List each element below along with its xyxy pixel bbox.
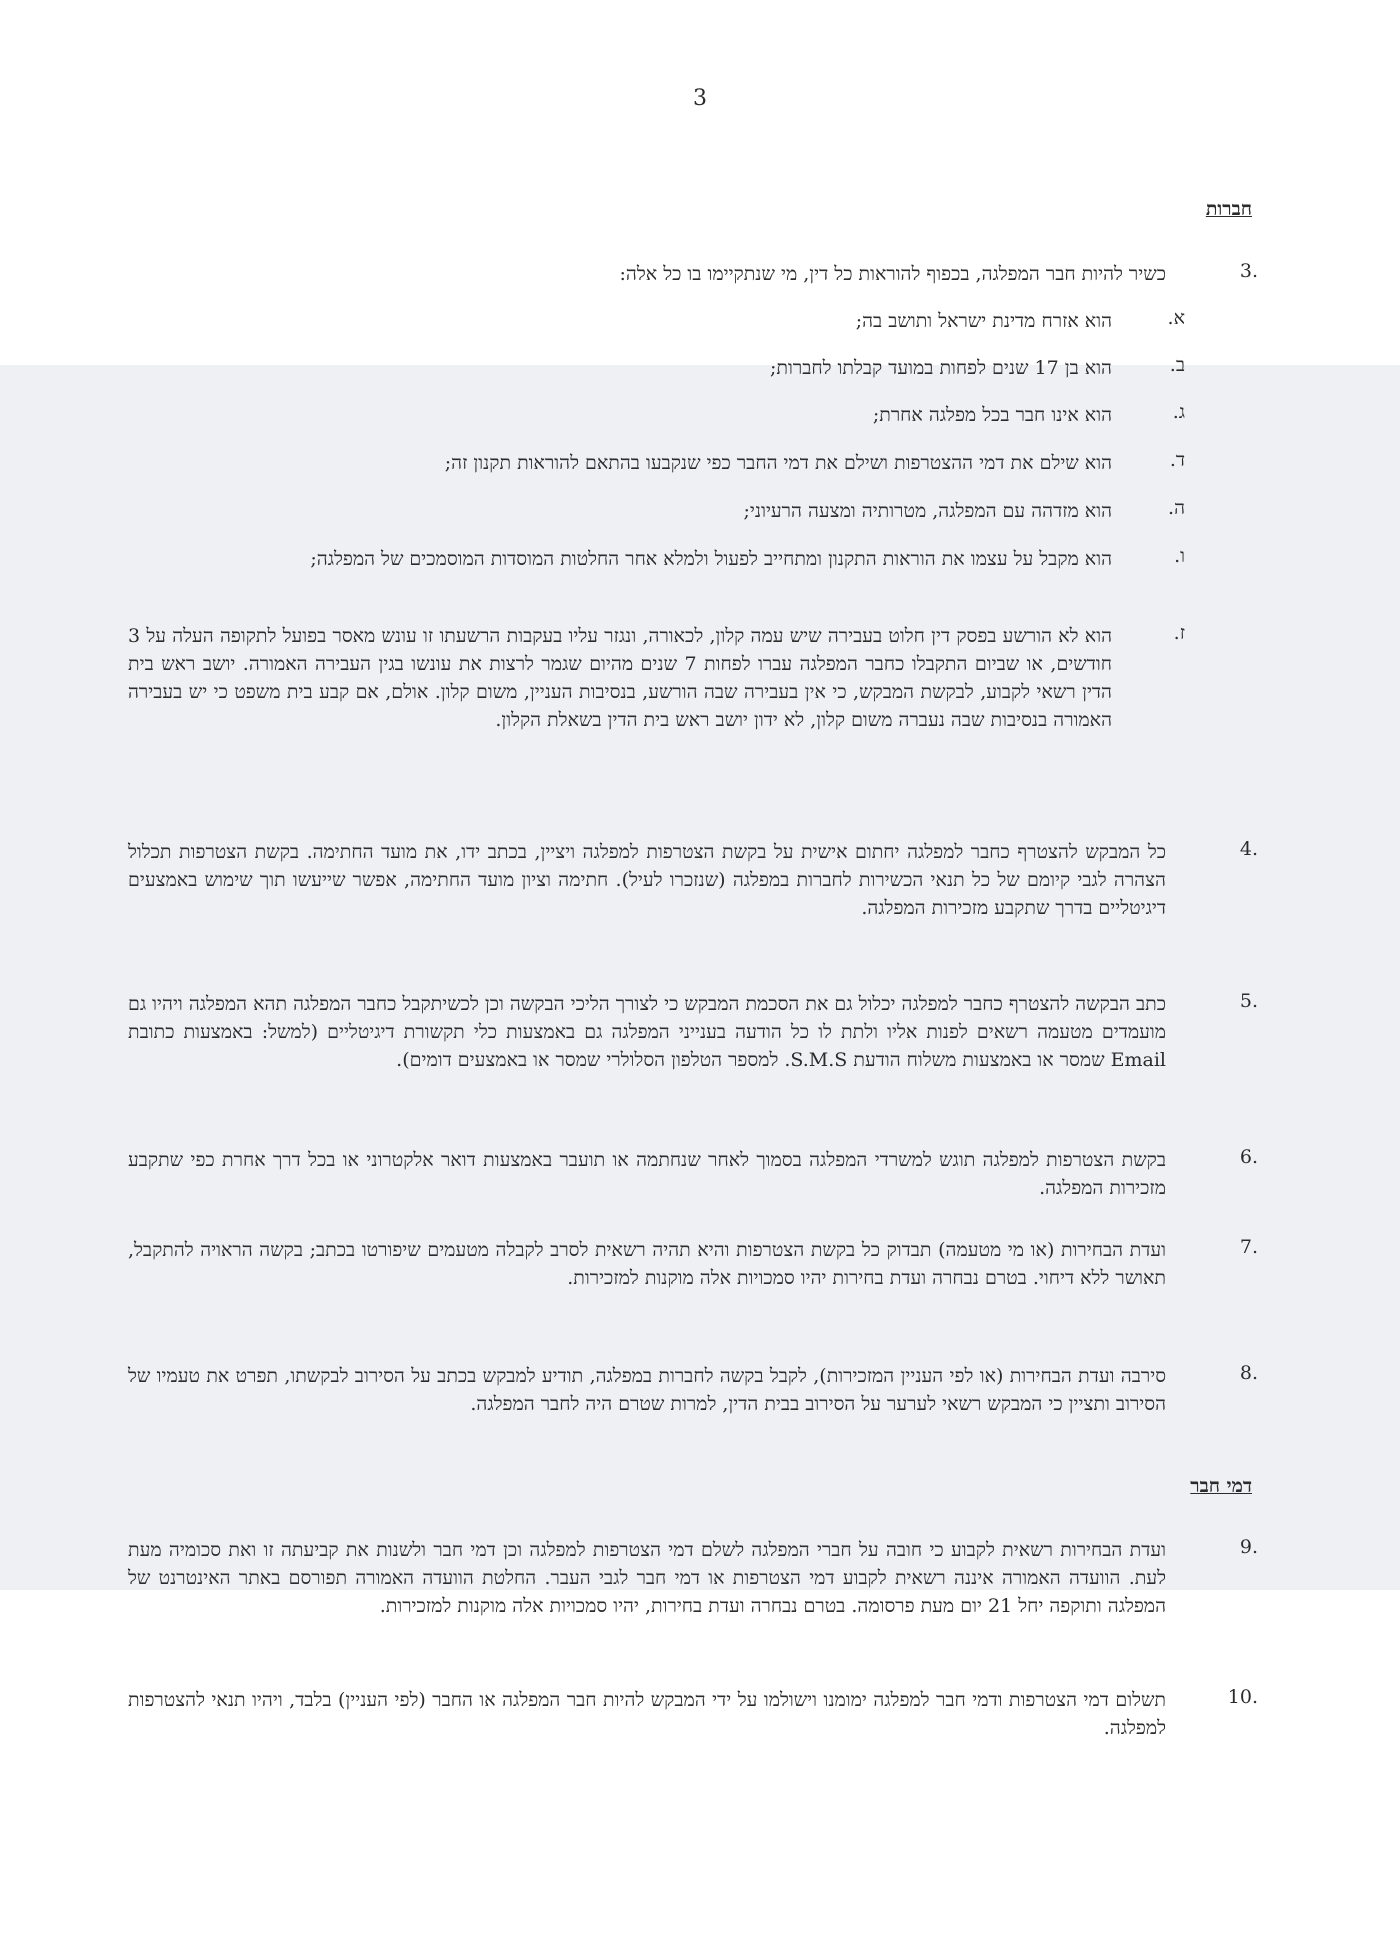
clause-number: .6 bbox=[1239, 1146, 1258, 1168]
item-letter: ו. bbox=[1174, 545, 1185, 567]
item-text: הוא אינו חבר בכל מפלגה אחרת; bbox=[872, 404, 1112, 426]
item-text: הוא מזדהה עם המפלגה, מטרותיה ומצעה הרעיוני; bbox=[743, 500, 1112, 522]
section-heading-membership-fees: דמי חבר bbox=[1190, 1475, 1252, 1497]
clause-number: .8 bbox=[1239, 1362, 1258, 1384]
clause-3-item-f bbox=[128, 545, 1185, 573]
clause-number: .4 bbox=[1239, 838, 1258, 860]
item-text: הוא מקבל על עצמו את הוראות התקנון ומתחייב לפעול ולמלא אחר החלטות המוסדות המוסמכים של המפלגה; bbox=[310, 548, 1112, 570]
item-letter: ז. bbox=[1173, 622, 1185, 644]
item-letter: ג. bbox=[1172, 401, 1185, 423]
clause-3 bbox=[128, 260, 1258, 288]
item-text: הוא בן 17 שנים לפחות במועד קבלתו לחברות; bbox=[770, 357, 1112, 379]
item-letter: ה. bbox=[1168, 497, 1185, 519]
clause-text: ועדת הבחירות רשאית לקבוע כי חובה על חברי המפלגה לשלם דמי הצטרפות למפלגה וכן דמי חבר ולשנות את קביעתה זו ואת סכומיה מעת לעת. הוועדה האמורה איננה רשאית לקבוע דמי הצטרפות או דמי חבר לגבי העבר. החלטת הוועדה האמורה תפורסם באתר האינטרנט של המפלגה ותוקפה יחל 21 יום מעת פרסומה. בטרם נבחרה ועדת בחירות, יהיו סמכויות אלה מוקנות למזכירות. bbox=[128, 1539, 1166, 1617]
clause-3-item-a bbox=[128, 307, 1185, 335]
item-letter: א. bbox=[1167, 307, 1185, 329]
clause-7 bbox=[128, 1236, 1258, 1292]
clause-8 bbox=[128, 1362, 1258, 1418]
item-text: הוא לא הורשע בפסק דין חלוט בעבירה שיש עמה קלון, לכאורה, ונגזר עליו בעקבות הרשעתו זו עונש מאסר בפועל לתקופה העלה על 3 חודשים, או שביום התקבלו כחבר המפלגה עברו לפחות 7 שנים מהיום שגמר לרצות את עונשו בגין העבירה האמורה. יושב ראש בית הדין רשאי לקבוע, לבקשת המבקש, כי אין בעבירה שבה הורשע, בנסיבות העניין, משום קלון. אולם, אם קבע בית משפט כי יש בעבירה האמורה בנסיבות שבה נעברה משום קלון, לא ידון יושב ראש בית הדין בשאלת הקלון. bbox=[128, 625, 1112, 731]
clause-3-item-c bbox=[128, 401, 1185, 429]
clause-text: כשיר להיות חבר המפלגה, בכפוף להוראות כל דין, מי שנתקיימו בו כל אלה: bbox=[619, 263, 1166, 285]
clause-3-item-e bbox=[128, 497, 1185, 525]
clause-text: ועדת הבחירות (או מי מטעמה) תבדוק כל בקשת הצטרפות והיא תהיה רשאית לסרב לקבלה מטעמים שיפורטו בכתב; בקשה הראויה להתקבל, תאושר ללא דיחוי. בטרם נבחרה ועדת בחירות יהיו סמכויות אלה מוקנות למזכירות. bbox=[128, 1239, 1166, 1289]
clause-number: .7 bbox=[1239, 1236, 1258, 1258]
clause-text: כתב הבקשה להצטרף כחבר למפלגה יכלול גם את הסכמת המבקש כי לצורך הליכי הבקשה וכן לכשיתקבל כחבר המפלגה תהא המפלגה ויהיו גם מועמדים מטעמה רשאים לפנות אליו ולתת לו כל הודעה בענייני המפלגה גם באמצעות כלי תקשורת דיגיטליים (למשל: באמצעות כתובת Email שמסר או באמצעות משלוח הודעת S.M.S. למספר הטלפון הסלולרי שמסר או באמצעים דומים). bbox=[128, 993, 1166, 1071]
item-letter: ד. bbox=[1169, 449, 1185, 471]
item-letter: ב. bbox=[1169, 354, 1185, 376]
clause-3-item-g bbox=[128, 622, 1185, 734]
clause-text: בקשת הצטרפות למפלגה תוגש למשרדי המפלגה בסמוך לאחר שנחתמה או תועבר באמצעות דואר אלקטרוני או בכל דרך אחרת כפי שתקבע מזכירות המפלגה. bbox=[128, 1149, 1166, 1199]
clause-number: .3 bbox=[1239, 260, 1258, 282]
clause-5 bbox=[128, 990, 1258, 1074]
item-text: הוא שילם את דמי ההצטרפות ושילם את דמי החבר כפי שנקבעו בהתאם להוראות תקנון זה; bbox=[444, 452, 1112, 474]
clause-3-item-b bbox=[128, 354, 1185, 382]
page-number: 3 bbox=[693, 86, 707, 111]
item-text: הוא אזרח מדינת ישראל ותושב בה; bbox=[855, 310, 1112, 332]
clause-4 bbox=[128, 838, 1258, 922]
section-heading-membership: חברות bbox=[1205, 198, 1252, 220]
clause-number: .10 bbox=[1227, 1686, 1258, 1708]
clause-number: .9 bbox=[1239, 1536, 1258, 1558]
clause-number: .5 bbox=[1239, 990, 1258, 1012]
clause-text: כל המבקש להצטרף כחבר למפלגה יחתום אישית על בקשת הצטרפות למפלגה ויציין, בכתב ידו, את מועד החתימה. בקשת הצטרפות תכלול הצהרה לגבי קיומם של כל תנאי הכשירות לחברות במפלגה (שנזכרו לעיל). חתימה וציון מועד החתימה, אפשר שייעשו תוך שימוש באמצעים דיגיטליים בדרך שתקבע מזכירות המפלגה. bbox=[128, 841, 1166, 919]
clause-6 bbox=[128, 1146, 1258, 1202]
clause-10 bbox=[128, 1686, 1258, 1742]
clause-3-item-d bbox=[128, 449, 1185, 477]
clause-text: תשלום דמי הצטרפות ודמי חבר למפלגה ימומנו וישולמו על ידי המבקש להיות חבר המפלגה או החבר (לפי העניין) בלבד, ויהיו תנאי להצטרפות למפלגה. bbox=[128, 1689, 1166, 1739]
clause-9 bbox=[128, 1536, 1258, 1620]
clause-text: סירבה ועדת הבחירות (או לפי העניין המזכירות), לקבל בקשה לחברות במפלגה, תודיע למבקש בכתב על הסירוב לבקשתו, תפרט את טעמיו של הסירוב ותציין כי המבקש רשאי לערער על הסירוב בבית הדין, למרות שטרם היה לחבר המפלגה. bbox=[128, 1365, 1166, 1415]
